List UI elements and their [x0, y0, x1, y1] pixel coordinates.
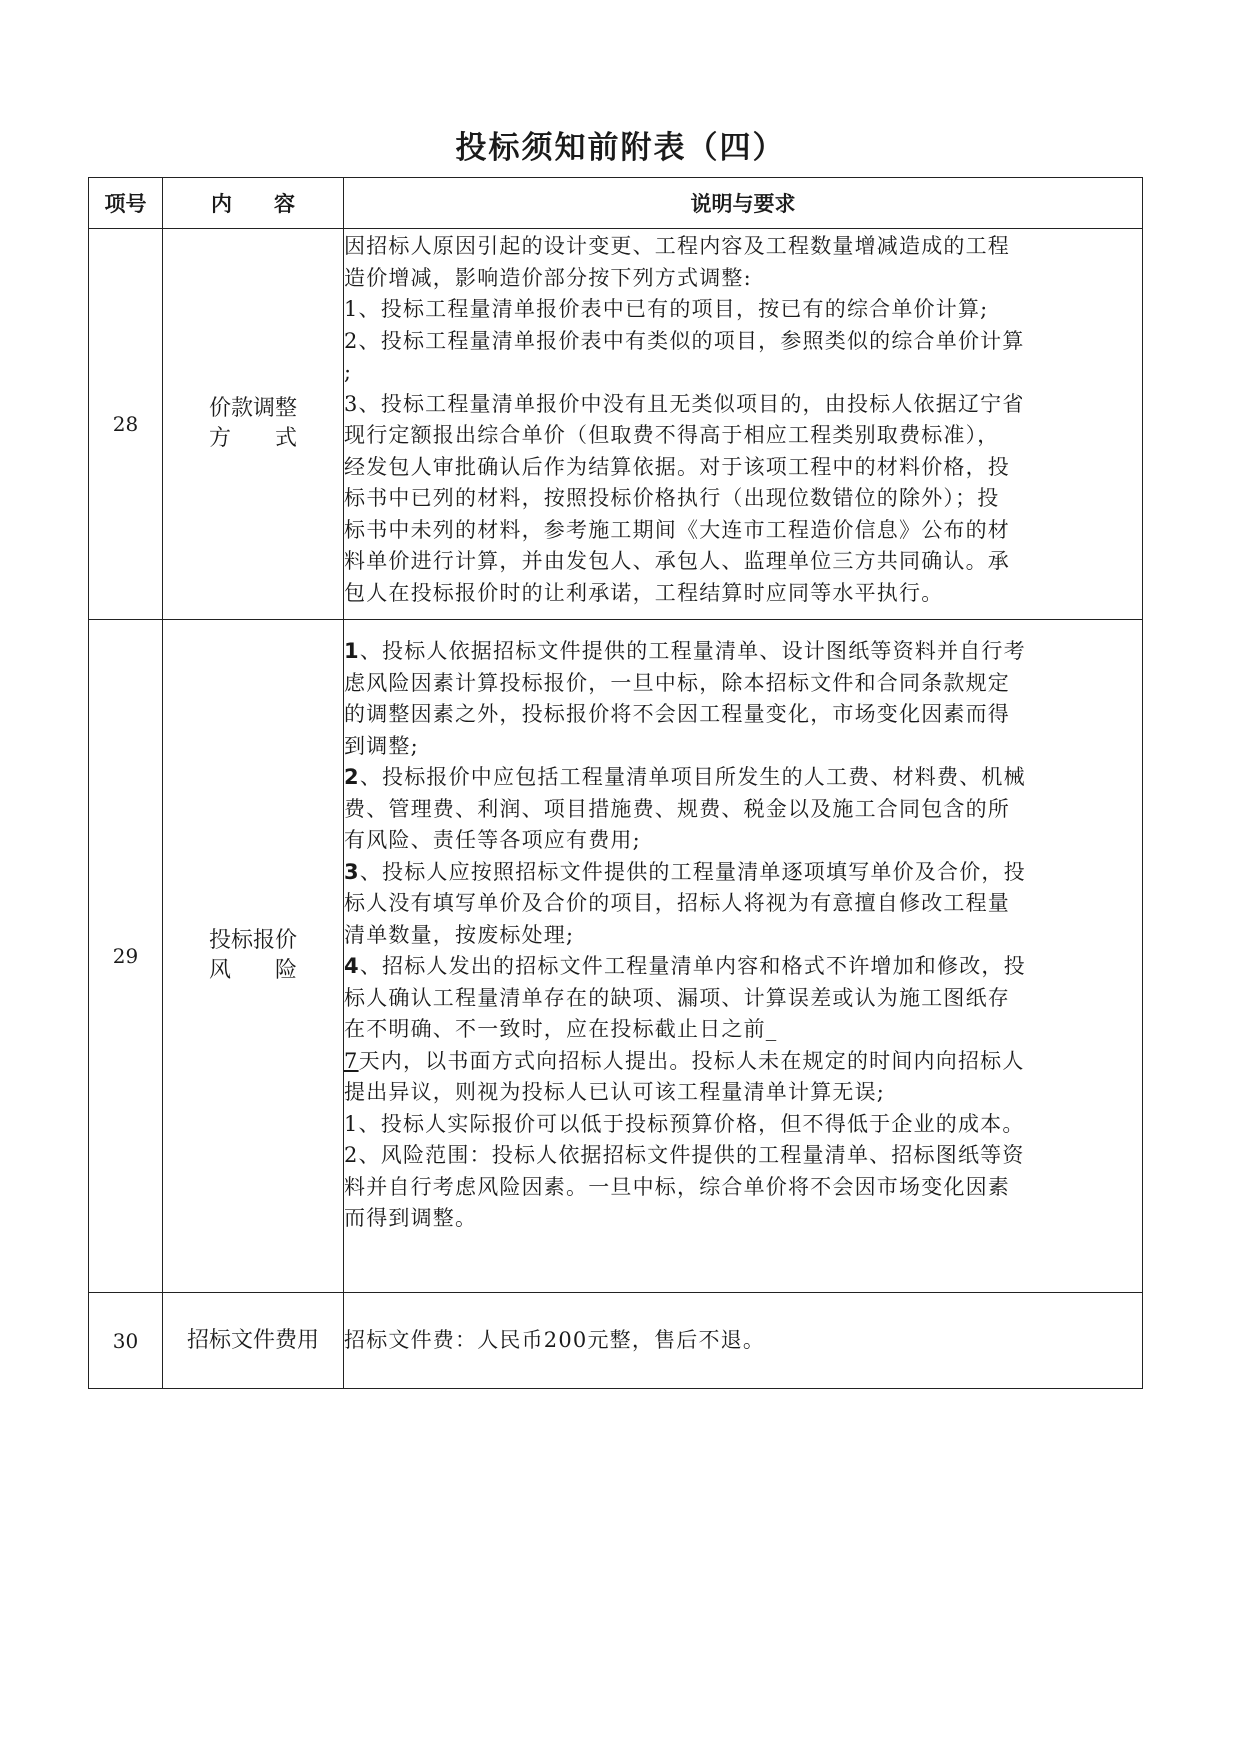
description-line: [344, 951, 1142, 983]
row-item-line: 风 险: [208, 958, 297, 983]
point-number: 2: [344, 765, 360, 789]
description-line: 而得到调整。: [344, 1206, 478, 1230]
description-line: 标人没有填写单价及合价的项目，招标人将视为有意擅自修改工程量: [344, 891, 1010, 915]
description-line: 1、投标人实际报价可以低于投标预算价格，但不得低于企业的成本。: [344, 1111, 1025, 1136]
header-item-no: 项号: [89, 178, 163, 229]
row-description: [344, 1293, 1143, 1389]
description-line: 1、投标工程量清单报价表中已有的项目，按已有的综合单价计算;: [344, 297, 989, 321]
description-line: 料单价进行计算，并由发包人、承包人、监理单位三方共同确认。承: [344, 549, 1010, 573]
deadline-days: 7: [344, 1048, 359, 1073]
description-text: 、投标人应按照招标文件提供的工程量清单逐项填写单价及合价，投: [359, 859, 1026, 884]
description-line: 造价增减，影响造价部分按下列方式调整:: [344, 265, 752, 290]
page-title: 投标须知前附表（四）: [455, 130, 786, 166]
description-line: 标人确认工程量清单存在的缺项、漏项、计算误差或认为施工图纸存: [344, 985, 1010, 1010]
point-number: 3: [344, 859, 360, 884]
description-line: 标书中未列的材料，参考施工期间《大连市工程造价信息》公布的材: [344, 517, 1010, 542]
description-line: 2、投标工程量清单报价表中有类似的项目，参照类似的综合单价计算: [344, 328, 1025, 353]
description-line: 包人在投标报价时的让利承诺，工程结算时应同等水平执行。: [344, 580, 944, 605]
description-text: 、投标报价中应包括工程量清单项目所发生的人工费、材料费、机械: [359, 765, 1026, 789]
description-text: 、投标人依据招标文件提供的工程量清单、设计图纸等资料并自行考: [359, 639, 1026, 663]
description-line: 标书中已列的材料，按照投标价格执行（出现位数错位的除外）；投: [344, 486, 1000, 510]
description-line: 因招标人原因引起的设计变更、工程内容及工程数量增减造成的工程: [344, 234, 1010, 258]
point-number: 4: [344, 954, 360, 978]
table-row: [89, 620, 1143, 1293]
row-item: [163, 1293, 344, 1389]
instructions-table: [88, 177, 1143, 1389]
row-number: 28: [89, 229, 163, 620]
description-line: 现行定额报出综合单价（但取费不得高于相应工程类别取费标准），: [344, 423, 1000, 447]
description-line: 招标文件费：人民币200元整，售后不退。: [344, 1327, 766, 1352]
row-number: 29: [89, 620, 163, 1293]
row-item-line: 招标文件费用: [186, 1327, 319, 1353]
header-content: 内 容: [163, 178, 344, 229]
description-line: 虑风险因素计算投标报价，一旦中标，除本招标文件和合同条款规定: [344, 670, 1010, 695]
point-number: 1: [344, 639, 360, 663]
description-line: [344, 857, 1142, 889]
description-line: [344, 636, 1142, 668]
row-number: 30: [89, 1293, 163, 1389]
description-line: 清单数量，按废标处理;: [344, 922, 575, 947]
row-item-line: 价款调整: [208, 396, 297, 421]
description-text: 天内，以书面方式向招标人提出。投标人未在规定的时间内向招标人: [358, 1048, 1025, 1073]
table-row: [89, 229, 1143, 620]
description-line: 有风险、责任等各项应有费用;: [344, 828, 641, 852]
description-line: 2、风险范围：投标人依据招标文件提供的工程量清单、招标图纸等资: [344, 1143, 1025, 1167]
description-line: 在不明确、不一致时，应在投标截止日之前_: [344, 1017, 778, 1041]
row-item-line: 方 式: [208, 426, 297, 451]
row-item-line: 投标报价: [208, 928, 297, 953]
description-line: ;: [344, 360, 353, 384]
header-description: 说明与要求: [344, 178, 1143, 229]
description-line: 的调整因素之外，投标报价将不会因工程量变化，市场变化因素而得: [344, 702, 1010, 726]
row-item: [163, 229, 344, 620]
table-row: [89, 1293, 1143, 1389]
row-item: [163, 620, 344, 1293]
row-description: [344, 229, 1143, 620]
description-line: 提出异议，则视为投标人已认可该工程量清单计算无误;: [344, 1080, 886, 1104]
description-line: 料并自行考虑风险因素。一旦中标，综合单价将不会因市场变化因素: [344, 1174, 1010, 1199]
description-line: 费、管理费、利润、项目措施费、规费、税金以及施工合同包含的所: [344, 796, 1010, 821]
table-header-row: [89, 178, 1143, 229]
description-text: 、招标人发出的招标文件工程量清单内容和格式不许增加和修改，投: [359, 954, 1026, 978]
row-description: [344, 620, 1143, 1293]
description-line: 到调整;: [344, 733, 419, 758]
description-line: [344, 762, 1142, 794]
description-line: 经发包人审批确认后作为结算依据。对于该项工程中的材料价格，投: [344, 454, 1010, 479]
description-line: 3、投标工程量清单报价中没有且无类似项目的，由投标人依据辽宁省: [344, 391, 1025, 416]
description-line: [344, 1046, 1142, 1078]
